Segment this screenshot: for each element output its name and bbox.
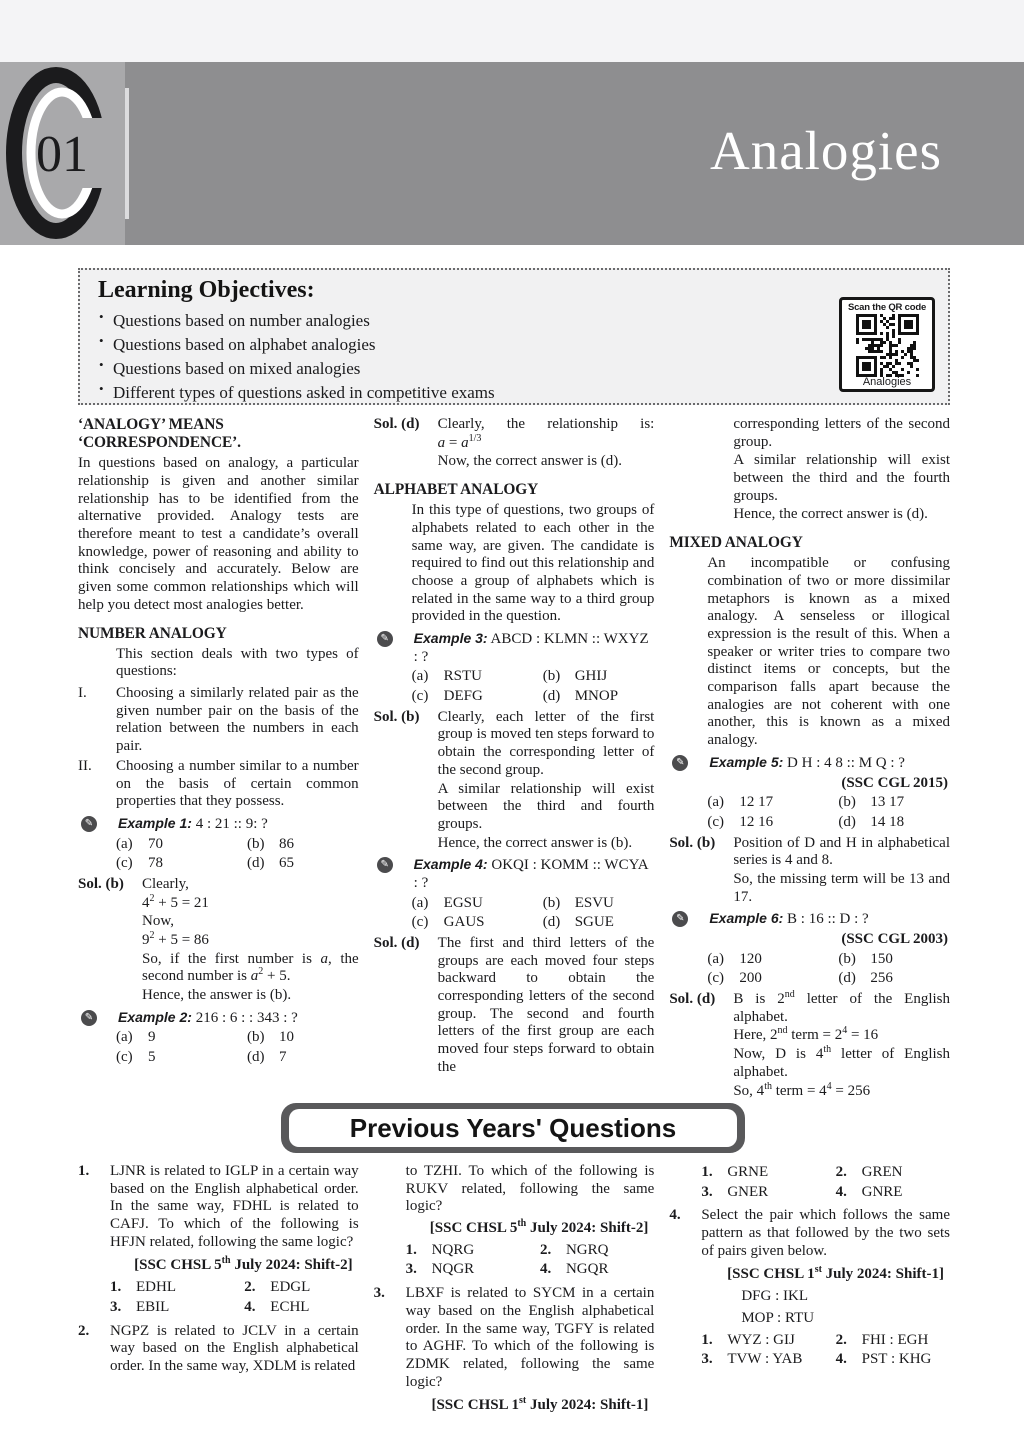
option-label: 3.: [405, 1261, 417, 1278]
section-heading: ALPHABET ANALOGY: [373, 481, 539, 499]
text-column: [669, 416, 950, 1098]
chapter-logo-icon: [4, 66, 120, 241]
option: [838, 951, 950, 969]
option-label: 3.: [110, 1298, 122, 1315]
options-grid: [374, 895, 655, 932]
options-grid: [669, 1164, 950, 1201]
example-question: D H : 4 8 :: M Q : ?: [787, 754, 905, 771]
pencil-icon: ✎: [377, 857, 393, 873]
option-label: 4.: [835, 1183, 847, 1200]
option-value: WYZ : GIJ: [727, 1331, 795, 1348]
paragraph: In questions based on analogy, a particular relationship is given and another similar relationship has to be identified from the alternative provided. Analogy tests are therefore meant to test a candidate’s overall knowledge, power of reasoning and ability to think concisely and accurately. Below are given some common relationships which will help you detect most analogies better.: [78, 455, 359, 613]
option-value: NQGR: [431, 1261, 475, 1278]
option: [707, 794, 838, 812]
option-value: 13 17: [870, 794, 905, 811]
option-value: MNOP: [574, 688, 619, 705]
section-heading: ‘ANALOGY’ MEANS ‘CORRESPONDENCE’.: [78, 416, 241, 452]
option-value: 10: [279, 1029, 295, 1046]
solution-label: Sol. (b): [669, 834, 716, 851]
option-value: 200: [739, 970, 762, 987]
solution-continuation: [669, 416, 950, 524]
learning-objectives-box: [78, 268, 950, 405]
chapter-number-block: [0, 62, 125, 245]
option-value: EBIL: [136, 1298, 170, 1315]
pyq-banner-inner: [289, 1109, 737, 1147]
options-grid: [78, 836, 359, 873]
option-value: GNRE: [861, 1183, 903, 1200]
option-value: ECHL: [270, 1298, 310, 1315]
option: [247, 1049, 359, 1067]
option: [247, 1029, 359, 1047]
option-value: 150: [870, 950, 893, 967]
option-value: 65: [279, 855, 295, 872]
example-line: [78, 1009, 359, 1028]
solution-line: Now, the correct answer is (d).: [437, 453, 623, 470]
solution-line: Clearly, the relationship is:: [437, 416, 655, 432]
option: [836, 1351, 950, 1369]
option: [247, 855, 359, 873]
exam-source-tag: (SSC CGL 2003): [841, 931, 949, 948]
example-line: [374, 630, 655, 666]
question-item: 1. LJNR is related to IGLP in a certain way based on the English alphabetical order. In the same way, FDHL is related to CAFJ. To which of the following is HFJN related, following the same logic?: [78, 1163, 359, 1250]
solution-line: So, if the first number is a, the second number is $a^2 + 5$.: [142, 950, 359, 985]
example-question: ABCD : KLMN :: WXYZ : ?: [413, 631, 649, 665]
objective-item: • Questions based on mixed analogies: [99, 357, 361, 379]
exam-reference: [SSC CHSL 5th July 2024: Shift-2]: [134, 1255, 353, 1274]
solution-line: So, the missing term will be 13 and 17.: [733, 870, 950, 905]
option: [406, 1261, 540, 1279]
item-number: 2.: [78, 1322, 90, 1339]
exam-reference: [SSC CHSL 1st July 2024: Shift-1]: [727, 1264, 945, 1283]
option-label: 2.: [244, 1279, 256, 1296]
option-value: DEFG: [443, 688, 483, 705]
option: [110, 1299, 244, 1317]
chapter-header: [0, 62, 1024, 245]
item-number: I.: [78, 685, 87, 702]
option: [701, 1184, 835, 1202]
option-label: (d): [838, 813, 856, 830]
solution-line: A similar relationship will exist between the third and the fourth groups.: [733, 452, 950, 504]
exam-reference: [SSC CHSL 5th July 2024: Shift-2]: [429, 1218, 649, 1237]
solution-label: Sol. (d): [669, 991, 716, 1008]
option-label: (d): [247, 1049, 265, 1066]
option-label: (c): [411, 688, 429, 705]
solution-line: $4^2 + 5 = 21$: [142, 892, 209, 911]
body-columns: [78, 416, 950, 1098]
item-number: 3.: [373, 1285, 385, 1302]
option-value: 14 18: [870, 813, 905, 830]
text-column: [78, 416, 359, 1098]
option-label: (b): [247, 1029, 265, 1046]
exam-source-tag: (SSC CGL 2015): [841, 774, 949, 791]
option-value: 9: [148, 1029, 156, 1046]
option-label: (b): [838, 794, 856, 811]
solution-line: Hence, the answer is (b).: [142, 987, 292, 1004]
option-label: (c): [116, 1049, 133, 1066]
options-grid: [669, 794, 950, 831]
pencil-icon: ✎: [81, 1010, 97, 1026]
option-value: EDHL: [136, 1279, 176, 1296]
example-question: B : 16 :: D : ?: [787, 911, 869, 928]
option-value: 120: [739, 950, 762, 967]
solution-line: corresponding letters of the second group.: [733, 416, 950, 450]
option: [244, 1299, 358, 1317]
example-label: Example 3:: [413, 630, 488, 647]
solution-label: Sol. (d): [373, 935, 420, 952]
bullet-icon: •: [99, 357, 104, 373]
option-label: (d): [542, 688, 561, 705]
option-label: 2.: [539, 1241, 552, 1258]
section-heading: MIXED ANALOGY: [669, 534, 803, 552]
option-label: (b): [542, 668, 561, 685]
objectives-list: [96, 309, 932, 406]
option: [412, 668, 543, 686]
solution-line: Hence, the correct answer is (d).: [733, 506, 928, 523]
bullet-icon: •: [99, 333, 104, 349]
pyq-banner-title: Previous Years' Questions: [349, 1112, 677, 1143]
option: [116, 855, 247, 873]
solution-line: $a = a^{1/3}$: [437, 432, 482, 451]
option: [701, 1164, 835, 1182]
pencil-icon: ✎: [672, 755, 688, 771]
solution-block: [669, 835, 950, 907]
text-column: [374, 1163, 655, 1435]
option-label: 4.: [835, 1351, 847, 1368]
option: [540, 1242, 654, 1260]
qr-box: [839, 297, 935, 392]
item-number: 4.: [669, 1207, 681, 1224]
option-value: 12 16: [739, 813, 774, 830]
text-column: [669, 1163, 950, 1435]
option-label: (c): [707, 813, 724, 830]
solution-line: Position of D and H in alphabetical series is 4 and 8.: [733, 834, 950, 869]
option-label: (b): [542, 894, 561, 911]
solution-block: [374, 709, 655, 853]
option-label: (a): [411, 668, 429, 685]
paragraph: An incompatible or confusing combination of two or more dissimilar metaphors is known as a mixed analogy. A senseless or illogical expression is the result of this. When a speaker or writer tries to compare two distinct items or concepts, but the comparison falls apart because the analogies are not coherent with one another, this is known as a mixed analogy.: [707, 555, 950, 749]
option-label: 1.: [701, 1331, 713, 1348]
option-value: NGRQ: [565, 1241, 609, 1258]
solution-line: $9^2 + 5 = 86$: [142, 930, 209, 949]
option-label: 3.: [701, 1183, 713, 1200]
item-number: 1.: [78, 1163, 90, 1179]
option: [701, 1332, 835, 1350]
option-label: (d): [247, 855, 265, 872]
option-label: (b): [247, 835, 265, 852]
option: [543, 688, 655, 706]
section-heading: NUMBER ANALOGY: [78, 624, 227, 642]
option-label: (d): [838, 970, 856, 987]
option: [836, 1184, 950, 1202]
qr-code-image: [856, 314, 919, 377]
option-label: (d): [542, 914, 561, 931]
option: [412, 688, 543, 706]
option-value: GNER: [727, 1183, 769, 1200]
example-label: Example 2:: [118, 1008, 192, 1025]
question-item: 2. NGPZ is related to JCLV in a certain way based on the English alphabetical order. In the same way, XDLM is related: [78, 1322, 359, 1374]
option-value: 256: [870, 970, 893, 987]
option-value: SGUE: [574, 914, 614, 931]
options-grid: [78, 1029, 359, 1066]
option-label: (a): [411, 894, 429, 911]
option-value: GHIJ: [574, 668, 608, 685]
option-value: ESVU: [574, 894, 614, 911]
option: [116, 836, 247, 854]
band-accent-line: [125, 88, 129, 219]
solution-label: Sol. (d): [373, 416, 420, 432]
objectives-title: Learning Objectives:: [98, 277, 315, 303]
qr-code: [843, 314, 931, 377]
objective-item: • Questions based on alphabet analogies: [99, 333, 376, 355]
solution-line: Hence, the correct answer is (b).: [437, 834, 633, 851]
option: [707, 970, 838, 988]
option-label: 2.: [835, 1331, 847, 1348]
pencil-icon: ✎: [672, 911, 688, 927]
options-grid: [669, 1332, 950, 1369]
question-item: 4. Select the pair which follows the same pattern as that followed by the two sets of pairs given below.: [669, 1207, 951, 1259]
option: [116, 1049, 247, 1067]
solution-line: Now, D is 4th letter of English alphabet.: [733, 1044, 950, 1080]
pair-line: DFG : IKL: [741, 1288, 809, 1305]
option-label: (b): [838, 950, 856, 967]
chapter-title: Analogies: [709, 120, 942, 181]
option: [412, 914, 543, 932]
solution-line: The first and third letters of the groups are each moved four steps backward to obtain the corresponding letters of the second group. The second and fourth letters of the first group are each moved four steps forward to obtain the: [437, 935, 655, 1075]
option-value: 7: [279, 1049, 287, 1066]
pencil-icon: ✎: [81, 816, 97, 832]
solution-label: Sol. (b): [373, 708, 420, 725]
option-value: GAUS: [443, 914, 485, 931]
option: [543, 914, 655, 932]
example-line: [669, 910, 950, 929]
exam-reference: [SSC CHSL 1st July 2024: Shift-1]: [431, 1395, 649, 1414]
option-value: 5: [148, 1049, 156, 1066]
solution-line: B is 2nd letter of the English alphabet.: [733, 989, 950, 1025]
option-label: (c): [707, 970, 724, 987]
option: [707, 951, 838, 969]
pyq-question-columns: [78, 1163, 950, 1435]
example-label: Example 5:: [709, 753, 784, 770]
option-value: 86: [279, 835, 295, 852]
text-column: [78, 1163, 359, 1435]
objective-item: • Different types of questions asked in competitive exams: [99, 381, 495, 403]
example-line: [669, 754, 950, 773]
option-label: 4.: [244, 1298, 256, 1315]
option: [707, 814, 838, 832]
option-label: 1.: [701, 1164, 713, 1180]
option-value: GRNE: [727, 1164, 769, 1180]
option-value: 12 17: [739, 794, 774, 811]
qr-box-title: Scan the QR code: [847, 302, 927, 313]
question-continuation: to TZHI. To which of the following is RUKV related, following the same logic?: [405, 1163, 655, 1215]
option-value: TVW : YAB: [727, 1351, 803, 1368]
option-label: 1.: [110, 1279, 122, 1296]
option-value: 70: [148, 835, 163, 852]
option-label: (a): [707, 950, 724, 967]
option: [540, 1261, 654, 1279]
option-label: (c): [411, 914, 429, 931]
option-value: PST : KHG: [861, 1351, 932, 1368]
pyq-banner: [281, 1103, 745, 1153]
solution-line: Here, 2nd term = $2^4 = 16$: [733, 1025, 879, 1044]
option: [838, 970, 950, 988]
solution-line: So, 4th term = $4^4 = 256$: [733, 1080, 871, 1098]
option-value: FHI : EGH: [861, 1331, 929, 1348]
solution-block: [374, 416, 655, 471]
bullet-icon: •: [99, 381, 104, 397]
options-grid: [374, 1242, 655, 1279]
solution-line: Now,: [142, 913, 174, 930]
option-label: 4.: [539, 1261, 552, 1278]
option-label: 3.: [701, 1351, 713, 1368]
solution-block: [78, 876, 359, 1005]
option-label: (a): [116, 835, 133, 852]
solution-label: Sol. (b): [78, 875, 124, 892]
options-grid: [669, 951, 950, 988]
paragraph: In this type of questions, two groups of alphabets related to each other in the same way, are given. The candidate is required to find out this relationship and choose a group of alphabets which is related in the same way to a third group provided in the question.: [411, 502, 655, 625]
option: [838, 814, 950, 832]
option: [406, 1242, 540, 1260]
example-label: Example 4:: [413, 856, 488, 873]
option: [244, 1279, 358, 1297]
options-grid: [78, 1279, 359, 1316]
example-line: [78, 815, 359, 834]
option-label: (a): [707, 794, 724, 811]
solution-line: A similar relationship will exist between the third and fourth groups.: [437, 780, 655, 832]
text-column: [374, 416, 655, 1098]
option-value: EDGL: [270, 1279, 311, 1296]
option-label: 2.: [835, 1164, 847, 1180]
list-item: I. Choosing a similarly related pair as the given number pair on the basis of the relation between the numbers in each pair.: [78, 685, 359, 755]
example-question: 4 : 21 :: 9: ?: [195, 815, 268, 832]
bullet-icon: •: [99, 309, 104, 324]
example-question: 216 : 6 : : 343 : ?: [195, 1009, 298, 1026]
option: [838, 794, 950, 812]
option: [836, 1164, 950, 1182]
solution-block: [374, 935, 655, 1077]
option: [543, 668, 655, 686]
option: [701, 1351, 835, 1369]
pencil-icon: ✎: [377, 631, 393, 647]
example-line: [374, 856, 655, 892]
option: [543, 895, 655, 913]
option-value: RSTU: [443, 668, 483, 685]
option: [116, 1029, 247, 1047]
example-label: Example 1:: [118, 814, 192, 831]
option-label: (a): [116, 1029, 133, 1046]
option-label: 1.: [405, 1241, 417, 1258]
option: [247, 836, 359, 854]
solution-line: Clearly, each letter of the first group is moved ten steps forward to obtain the corresponding letter of the second group.: [437, 708, 655, 778]
pair-line: MOP : RTU: [741, 1309, 815, 1326]
question-item: 3. LBXF is related to SYCM in a certain way based on the English alphabetical order. In the same way, TGFY is related to AGHF. To which of the following is ZDMK related, following the same logic?: [373, 1285, 655, 1390]
page-top-margin: [0, 0, 1024, 62]
options-grid: [374, 668, 655, 705]
example-label: Example 6:: [709, 910, 784, 927]
option-value: NQRG: [431, 1241, 475, 1258]
item-number: II.: [78, 757, 92, 774]
option: [110, 1279, 244, 1297]
qr-box-caption: Analogies: [862, 376, 912, 388]
chapter-title-band: [125, 62, 1024, 245]
example-question: OKQI : KOMM :: WCYA : ?: [413, 857, 648, 891]
paragraph: This section deals with two types of questions:: [116, 645, 359, 680]
option-value: GREN: [861, 1164, 903, 1180]
objective-item: • Questions based on number analogies: [99, 309, 370, 330]
chapter-number: 01: [36, 126, 88, 183]
option-value: EGSU: [443, 894, 483, 911]
option: [836, 1332, 950, 1350]
list-item: II. Choosing a number similar to a number on the basis of certain common properties that they possess.: [78, 757, 359, 810]
solution-block: [669, 991, 950, 1098]
option: [412, 895, 543, 913]
solution-line: Clearly,: [142, 875, 189, 892]
option-value: 78: [148, 855, 163, 872]
option-value: NGQR: [565, 1261, 609, 1278]
option-label: (c): [116, 855, 133, 872]
